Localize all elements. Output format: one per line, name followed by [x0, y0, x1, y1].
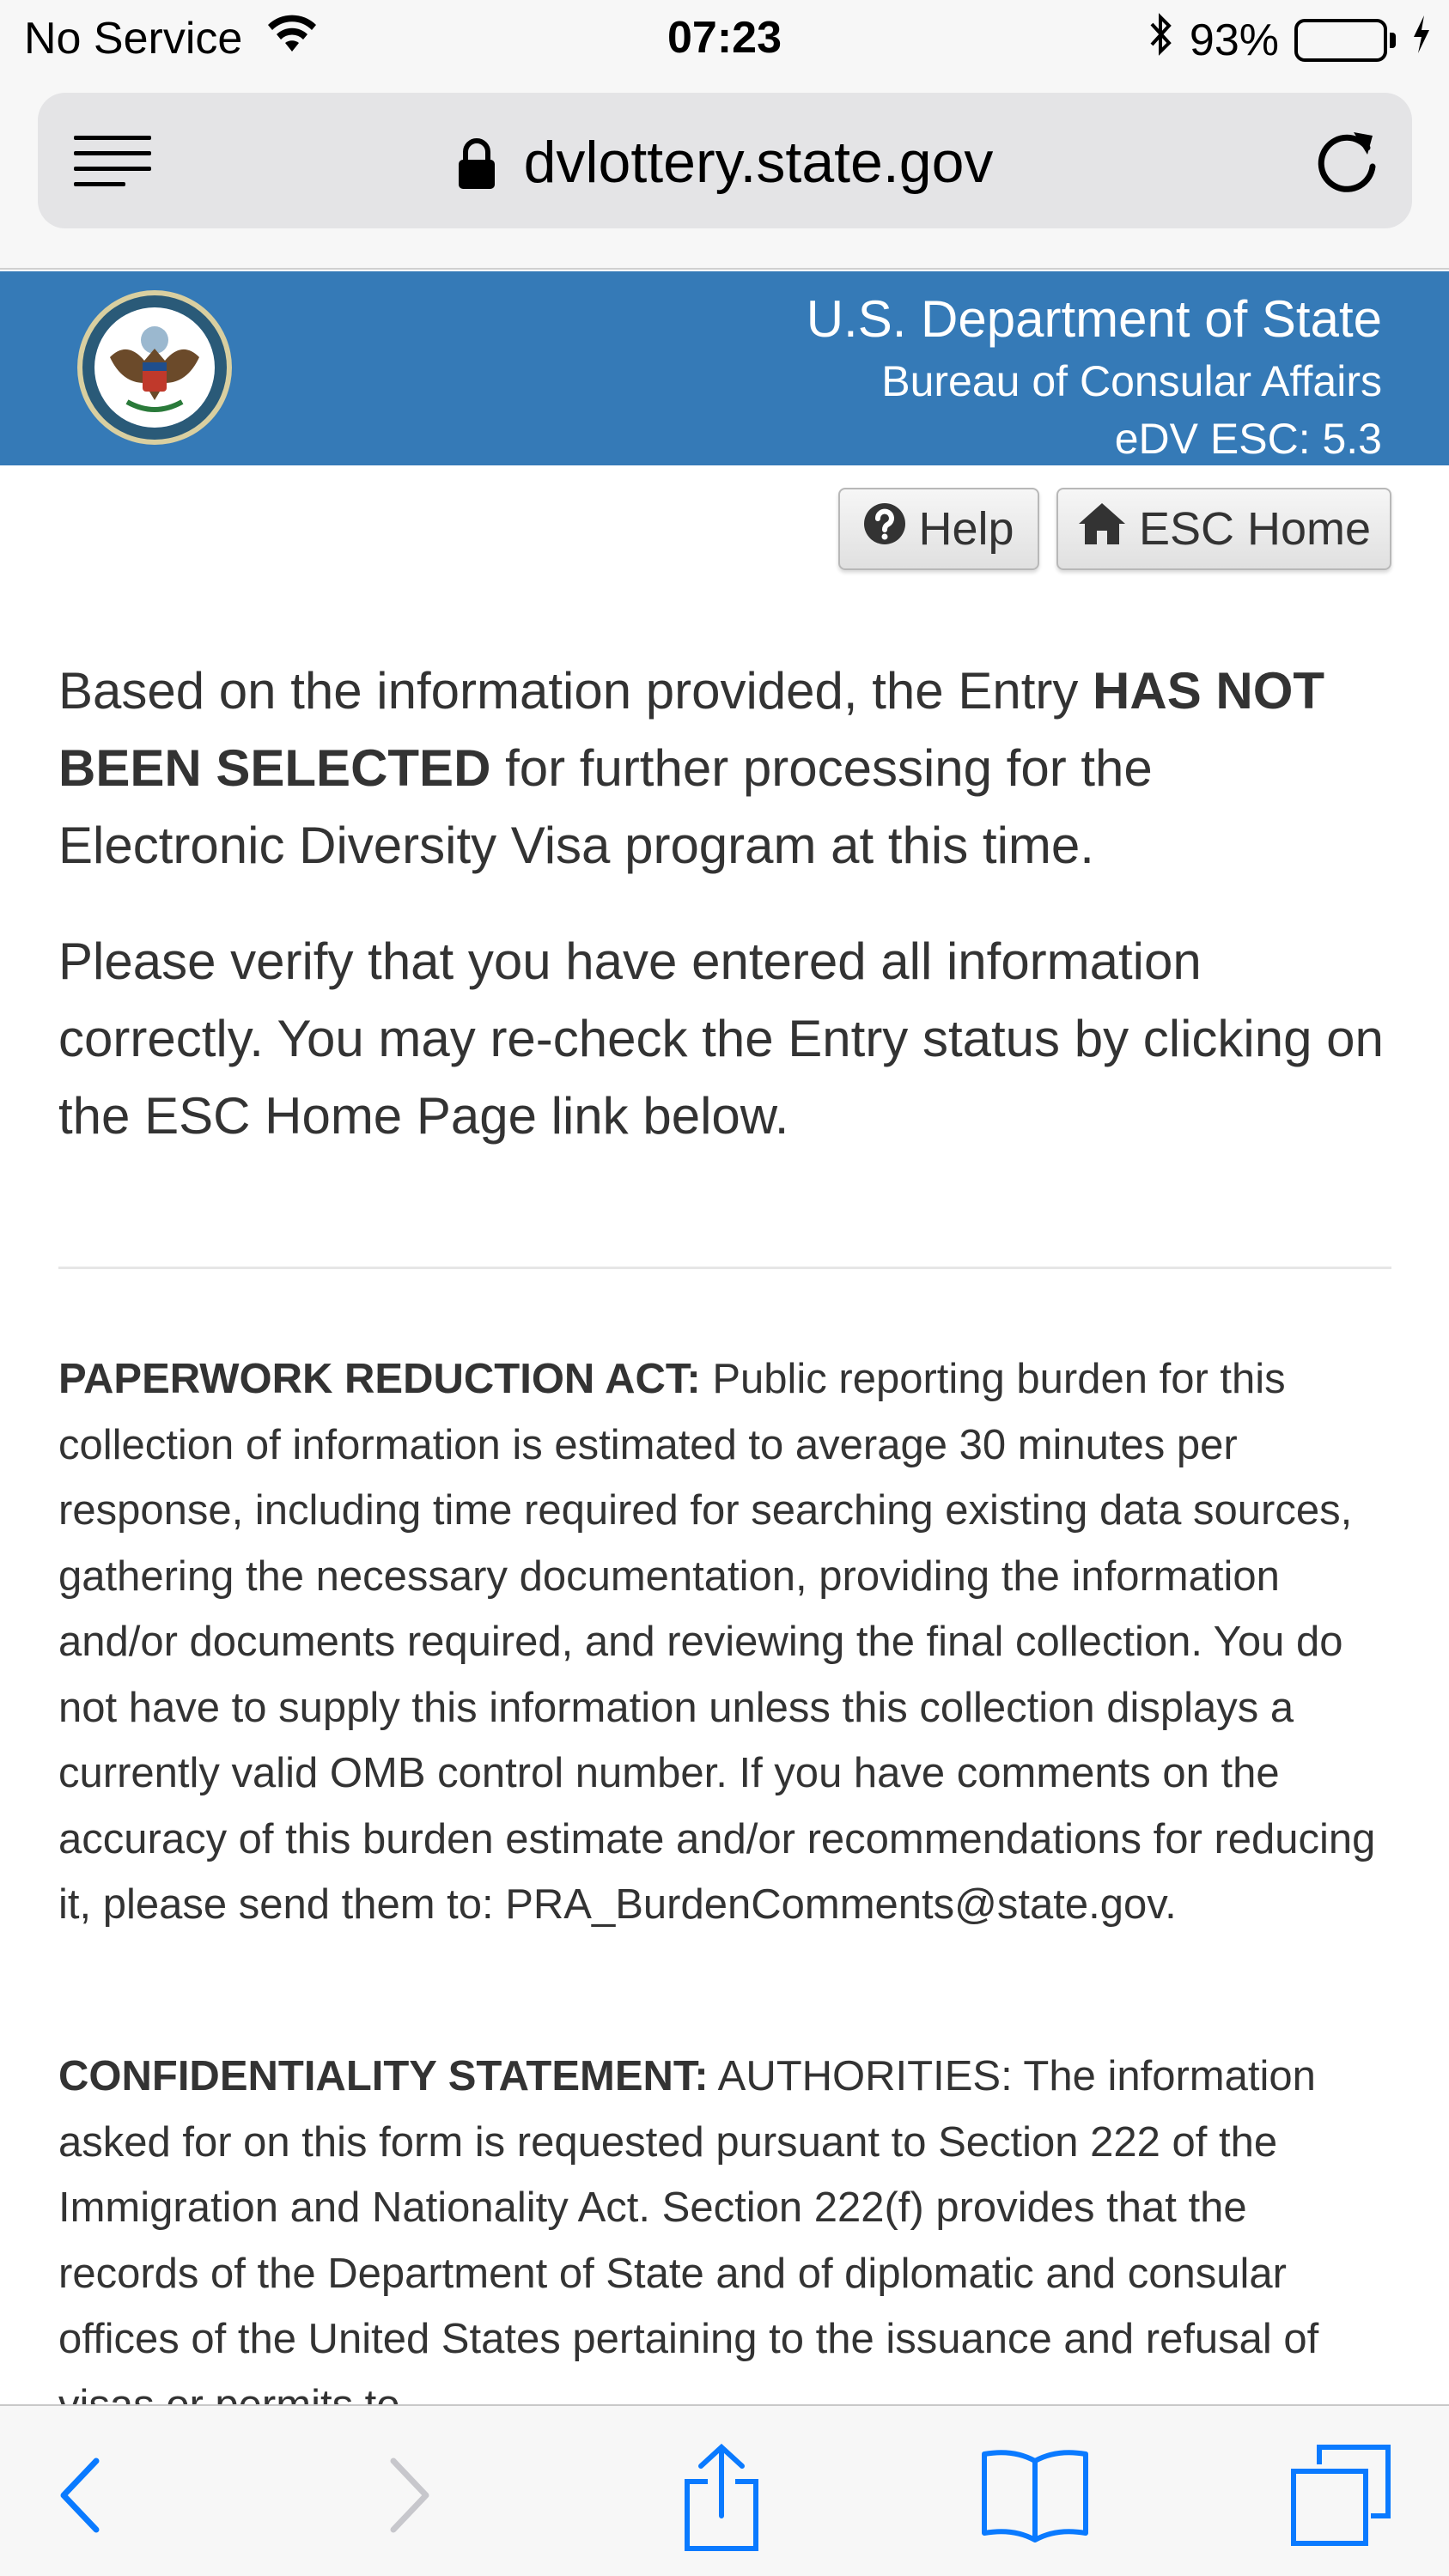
verify-instructions: Please verify that you have entered all information correctly. You may re-check the Entry status by clicking on the ESC Home Page link below.: [58, 933, 1384, 1145]
bluetooth-icon: [1148, 12, 1174, 68]
result-text-after: for further processing for the Electronic Diversity Visa program at this time.: [58, 739, 1153, 874]
battery-icon: [1294, 19, 1396, 62]
state-department-seal-icon: [76, 289, 234, 447]
charging-icon: [1411, 14, 1432, 66]
share-icon[interactable]: [670, 2444, 773, 2547]
version-label: eDV ESC: 5.3: [1114, 415, 1382, 463]
paperwork-heading: PAPERWORK REDUCTION ACT:: [58, 1356, 701, 1402]
browser-chrome: [0, 79, 1449, 270]
result-status: HAS NOT BEEN SELECTED: [58, 662, 1325, 797]
confidentiality-body: AUTHORITIES: The information asked for on this form is requested pursuant to Section 222 of the Immigration and Nationality Act. Section 222(f) provides that the records of the Department of State and of diplomatic and consular offices of the United States pertaining to the issuance and refusal of: [58, 2053, 1319, 2362]
url-display[interactable]: [38, 129, 1412, 196]
forward-icon[interactable]: [352, 2444, 455, 2547]
lock-icon: [457, 137, 496, 188]
help-button[interactable]: [838, 488, 1039, 570]
paperwork-body: Public reporting burden for this collection of information is estimated to average 30 minutes per response, including time required for searching existing data sources, gathering the necessary documentation, providing the information and/or documents required, and reviewing the final collection. You do not have to supply this information unless this collection displays a currently valid OMB control number. If you have comments on the accuracy of this burden estimate and/or recommendations for reducing it, please send them to: PRA_BurdenComments@state.gov.: [58, 1356, 1376, 1928]
carrier-label: No Service: [24, 13, 243, 64]
address-bar[interactable]: [38, 93, 1412, 228]
bureau-title: Bureau of Consular Affairs: [881, 357, 1382, 405]
tabs-icon[interactable]: [1288, 2444, 1391, 2547]
home-icon: [1077, 501, 1127, 557]
battery-percent: 93%: [1189, 15, 1279, 65]
department-title: U.S. Department of State: [806, 290, 1382, 348]
url-text: dvlottery.state.gov: [523, 130, 994, 195]
site-header: [0, 271, 1449, 465]
result-text-before: Based on the information provided, the Entry: [58, 662, 1093, 720]
confidentiality-statement: [58, 2044, 1391, 2404]
status-time: 07:23: [667, 13, 782, 63]
question-circle-icon: [863, 502, 906, 556]
header-text: [807, 287, 1382, 467]
selection-result-message: [58, 653, 1391, 884]
help-label: Help: [918, 503, 1014, 555]
bookmarks-icon[interactable]: [979, 2444, 1091, 2547]
esc-home-button[interactable]: [1056, 488, 1391, 570]
confidentiality-heading: CONFIDENTIALITY STATEMENT:: [58, 2053, 709, 2099]
paperwork-reduction-act: [58, 1346, 1391, 1938]
status-right: [1148, 12, 1432, 68]
esc-home-label: ESC Home: [1138, 503, 1372, 555]
reload-icon[interactable]: [1311, 124, 1385, 197]
browser-toolbar: [0, 2404, 1449, 2576]
back-icon[interactable]: [34, 2444, 137, 2547]
status-bar: [0, 0, 1449, 79]
divider: [58, 1267, 1391, 1269]
